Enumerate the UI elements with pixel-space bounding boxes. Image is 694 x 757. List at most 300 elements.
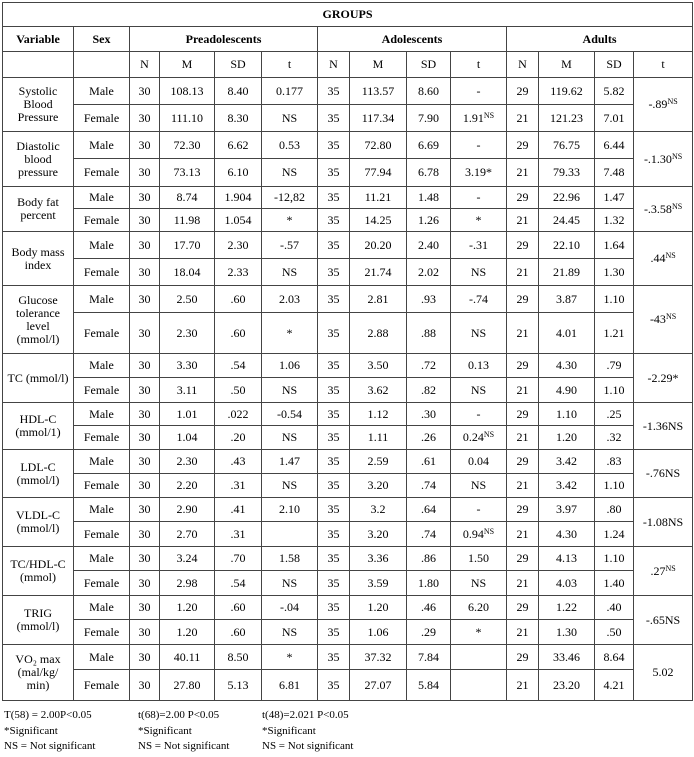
n-cell: 35 xyxy=(318,378,350,403)
mean-cell: 113.57 xyxy=(350,78,407,105)
footnote-preadolescents xyxy=(4,708,95,755)
mean-cell: 27.80 xyxy=(160,670,215,701)
sd-cell: 6.69 xyxy=(407,132,451,159)
sd-cell: 7.48 xyxy=(595,159,634,187)
mean-cell: 72.80 xyxy=(350,132,407,159)
adults-t-cell: $-.3.58^{NS}$ xyxy=(634,187,693,232)
n-cell: 35 xyxy=(318,620,350,645)
n-cell: 30 xyxy=(130,474,160,498)
n-cell: 35 xyxy=(318,571,350,596)
sd-cell: .70 xyxy=(215,547,262,571)
footnote-line: *Significant xyxy=(262,724,316,737)
mean-cell: 3.97 xyxy=(539,498,595,522)
mean-cell: 4.13 xyxy=(539,547,595,571)
sd-cell: 6.62 xyxy=(215,132,262,159)
sd-cell: .25 xyxy=(595,403,634,426)
footnote-line: NS = Not significant xyxy=(4,740,96,752)
mean-cell: 3.24 xyxy=(160,547,215,571)
sd-cell: .29 xyxy=(407,620,451,645)
sd-cell: .74 xyxy=(407,522,451,547)
footnote-line: *Significant xyxy=(138,724,192,737)
t-cell: NS xyxy=(451,259,507,286)
significance-superscript: NS xyxy=(483,110,495,120)
adults-t-cell: $-.89^{NS}$ xyxy=(634,78,693,132)
variable-cell: Glucose tolerance level (mmol/l) xyxy=(3,286,74,354)
mean-cell: 2.81 xyxy=(350,286,407,313)
n-cell: 29 xyxy=(507,498,539,522)
sex-cell: Female xyxy=(74,159,130,187)
n-cell: 21 xyxy=(507,670,539,701)
t-cell: NS xyxy=(262,474,318,498)
sd-cell: 1.26 xyxy=(407,209,451,232)
adults-t-cell: -2.29* xyxy=(634,354,693,403)
n-cell: 29 xyxy=(507,450,539,474)
n-cell: 30 xyxy=(130,286,160,313)
subheader-sd: SD xyxy=(595,52,634,78)
variable-cell: VLDL-C (mmol/l) xyxy=(3,498,74,547)
n-cell: 30 xyxy=(130,498,160,522)
adults-t-cell: $-43^{NS}$ xyxy=(634,286,693,354)
sd-cell: .50 xyxy=(595,620,634,645)
t-cell: * xyxy=(451,620,507,645)
sd-cell: 1.40 xyxy=(595,571,634,596)
n-cell: 29 xyxy=(507,645,539,670)
n-cell: 21 xyxy=(507,259,539,286)
mean-cell: 1.10 xyxy=(539,403,595,426)
sex-cell: Male xyxy=(74,187,130,209)
table-row xyxy=(3,645,693,670)
sd-cell: .83 xyxy=(595,450,634,474)
sd-cell: 2.40 xyxy=(407,232,451,259)
sd-cell: 8.50 xyxy=(215,645,262,670)
mean-cell: 119.62 xyxy=(539,78,595,105)
t-cell xyxy=(262,522,318,547)
sd-cell: 1.10 xyxy=(595,474,634,498)
mean-cell: 3.42 xyxy=(539,474,595,498)
sd-cell: 1.30 xyxy=(595,259,634,286)
n-cell: 21 xyxy=(507,620,539,645)
subheader-m: M xyxy=(350,52,407,78)
sex-cell: Male xyxy=(74,286,130,313)
sd-cell: .32 xyxy=(595,426,634,450)
sd-cell: 1.904 xyxy=(215,187,262,209)
sd-cell: .40 xyxy=(595,596,634,620)
subheader-t: t xyxy=(634,52,693,78)
sex-cell: Female xyxy=(74,426,130,450)
mean-cell: 11.21 xyxy=(350,187,407,209)
sex-cell: Male xyxy=(74,132,130,159)
subheader-m: M xyxy=(539,52,595,78)
t-cell: 3.19* xyxy=(451,159,507,187)
sd-cell: .31 xyxy=(215,474,262,498)
n-cell: 35 xyxy=(318,596,350,620)
sd-cell: .54 xyxy=(215,571,262,596)
mean-cell: 1.20 xyxy=(350,596,407,620)
sd-cell: .88 xyxy=(407,313,451,354)
n-cell: 35 xyxy=(318,450,350,474)
significance-superscript: NS xyxy=(665,312,677,321)
variable-cell: VO₂ max (mal/kg/ min) xyxy=(3,645,74,701)
mean-cell: 3.30 xyxy=(160,354,215,378)
mean-cell: 37.32 xyxy=(350,645,407,670)
n-cell: 35 xyxy=(318,105,350,132)
mean-cell: 3.59 xyxy=(350,571,407,596)
sd-cell: 6.44 xyxy=(595,132,634,159)
t-cell: 0.177 xyxy=(262,78,318,105)
t-cell: NS xyxy=(262,378,318,403)
mean-cell: 1.12 xyxy=(350,403,407,426)
mean-cell: 3.20 xyxy=(350,522,407,547)
sd-cell: .80 xyxy=(595,498,634,522)
variable-cell: Systolic Blood Pressure xyxy=(3,78,74,132)
mean-cell: 73.13 xyxy=(160,159,215,187)
table-row xyxy=(3,522,693,547)
sd-cell: .20 xyxy=(215,426,262,450)
n-cell: 30 xyxy=(130,259,160,286)
footnote-line: NS = Not significant xyxy=(262,740,354,752)
sex-cell: Male xyxy=(74,645,130,670)
footnote-line: t(48)=2.021 P<0.05 xyxy=(262,709,349,721)
n-cell: 35 xyxy=(318,209,350,232)
mean-cell: 24.45 xyxy=(539,209,595,232)
t-cell: - xyxy=(451,78,507,105)
subheader-t: t xyxy=(262,52,318,78)
significance-superscript: NS xyxy=(483,430,495,439)
mean-cell: 21.74 xyxy=(350,259,407,286)
sd-cell: .54 xyxy=(215,354,262,378)
n-cell: 35 xyxy=(318,78,350,105)
sd-cell: 1.24 xyxy=(595,522,634,547)
t-cell: 6.20 xyxy=(451,596,507,620)
sd-cell: 7.01 xyxy=(595,105,634,132)
sd-cell: 8.30 xyxy=(215,105,262,132)
n-cell: 35 xyxy=(318,403,350,426)
sd-cell: 8.40 xyxy=(215,78,262,105)
sd-cell: .74 xyxy=(407,474,451,498)
t-cell: $0.24^{NS}$ xyxy=(451,426,507,450)
t-cell: NS xyxy=(262,571,318,596)
subheader-sd: SD xyxy=(407,52,451,78)
sd-cell: 1.054 xyxy=(215,209,262,232)
sd-cell: 6.10 xyxy=(215,159,262,187)
n-cell: 29 xyxy=(507,232,539,259)
t-cell: NS xyxy=(451,378,507,403)
variable-cell: HDL-C (mmol/1) xyxy=(3,403,74,450)
mean-cell: 3.20 xyxy=(350,474,407,498)
sd-cell: .79 xyxy=(595,354,634,378)
mean-cell: 17.70 xyxy=(160,232,215,259)
mean-cell: 14.25 xyxy=(350,209,407,232)
sex-cell: Male xyxy=(74,498,130,522)
n-cell: 35 xyxy=(318,498,350,522)
mean-cell: 23.20 xyxy=(539,670,595,701)
mean-cell: 1.30 xyxy=(539,620,595,645)
t-cell: NS xyxy=(262,620,318,645)
mean-cell: 2.50 xyxy=(160,286,215,313)
n-cell: 30 xyxy=(130,670,160,701)
n-cell: 35 xyxy=(318,232,350,259)
mean-cell: 2.30 xyxy=(160,313,215,354)
table-row xyxy=(3,132,693,159)
t-cell: 0.13 xyxy=(451,354,507,378)
sd-cell: .41 xyxy=(215,498,262,522)
adults-t-cell: $.27^{NS}$ xyxy=(634,547,693,596)
table-row xyxy=(3,403,693,426)
mean-cell: 4.03 xyxy=(539,571,595,596)
t-cell xyxy=(451,645,507,670)
variable-cell: TC (mmol/l) xyxy=(3,354,74,403)
table-row xyxy=(3,547,693,571)
variable-cell: Body fat percent xyxy=(3,187,74,232)
sex-cell: Male xyxy=(74,547,130,571)
mean-cell: 40.11 xyxy=(160,645,215,670)
t-cell: -0.54 xyxy=(262,403,318,426)
subheader-blank xyxy=(74,52,130,78)
subheader-sd: SD xyxy=(215,52,262,78)
t-cell: NS xyxy=(262,426,318,450)
n-cell: 21 xyxy=(507,105,539,132)
table-row xyxy=(3,286,693,313)
sd-cell: .61 xyxy=(407,450,451,474)
n-cell: 29 xyxy=(507,596,539,620)
mean-cell: 111.10 xyxy=(160,105,215,132)
n-cell: 35 xyxy=(318,547,350,571)
t-cell: - xyxy=(451,187,507,209)
mean-cell: 1.01 xyxy=(160,403,215,426)
mean-cell: 2.90 xyxy=(160,498,215,522)
mean-cell: 77.94 xyxy=(350,159,407,187)
table-row xyxy=(3,498,693,522)
mean-cell: 4.30 xyxy=(539,354,595,378)
n-cell: 29 xyxy=(507,187,539,209)
mean-cell: 33.46 xyxy=(539,645,595,670)
n-cell: 21 xyxy=(507,209,539,232)
n-cell: 30 xyxy=(130,450,160,474)
sd-cell: .93 xyxy=(407,286,451,313)
mean-cell: 121.23 xyxy=(539,105,595,132)
table-row xyxy=(3,159,693,187)
footnote-line: t(68)=2.00 P<0.05 xyxy=(138,709,220,721)
sex-cell: Male xyxy=(74,232,130,259)
table-row xyxy=(3,187,693,209)
n-cell: 30 xyxy=(130,596,160,620)
t-cell: 6.81 xyxy=(262,670,318,701)
sd-cell: 5.82 xyxy=(595,78,634,105)
sd-cell: 2.33 xyxy=(215,259,262,286)
footnote-adults xyxy=(262,708,353,755)
sex-cell: Female xyxy=(74,313,130,354)
sd-cell: .60 xyxy=(215,596,262,620)
n-cell: 30 xyxy=(130,232,160,259)
adults-t-cell: $-.1.30^{NS}$ xyxy=(634,132,693,187)
n-cell: 35 xyxy=(318,670,350,701)
table-row xyxy=(3,209,693,232)
mean-cell: 3.62 xyxy=(350,378,407,403)
n-cell: 30 xyxy=(130,187,160,209)
t-cell: NS xyxy=(451,474,507,498)
mean-cell: 117.34 xyxy=(350,105,407,132)
n-cell: 35 xyxy=(318,187,350,209)
sd-cell: .26 xyxy=(407,426,451,450)
table-row xyxy=(3,450,693,474)
n-cell: 35 xyxy=(318,313,350,354)
variable-cell: Diastolic blood pressure xyxy=(3,132,74,187)
mean-cell: 3.11 xyxy=(160,378,215,403)
n-cell: 29 xyxy=(507,547,539,571)
sex-cell: Female xyxy=(74,209,130,232)
t-cell: -.57 xyxy=(262,232,318,259)
sd-cell: .30 xyxy=(407,403,451,426)
mean-cell: 3.50 xyxy=(350,354,407,378)
t-cell: -.04 xyxy=(262,596,318,620)
n-cell: 30 xyxy=(130,645,160,670)
footnote-adolescents xyxy=(138,708,229,755)
mean-cell: 79.33 xyxy=(539,159,595,187)
t-cell: -.74 xyxy=(451,286,507,313)
mean-cell: 1.04 xyxy=(160,426,215,450)
sd-cell: 8.64 xyxy=(595,645,634,670)
t-cell: - xyxy=(451,403,507,426)
variable-cell: TC/HDL-C (mmol) xyxy=(3,547,74,596)
t-cell: 1.50 xyxy=(451,547,507,571)
n-cell: 30 xyxy=(130,159,160,187)
n-cell: 29 xyxy=(507,78,539,105)
mean-cell: 2.88 xyxy=(350,313,407,354)
t-cell: 1.47 xyxy=(262,450,318,474)
t-cell: -.31 xyxy=(451,232,507,259)
header-adults: Adults xyxy=(507,27,693,52)
t-cell: 1.58 xyxy=(262,547,318,571)
mean-cell: 2.20 xyxy=(160,474,215,498)
sd-cell: 1.10 xyxy=(595,286,634,313)
t-cell: NS xyxy=(451,571,507,596)
mean-cell: 3.2 xyxy=(350,498,407,522)
t-cell: - xyxy=(451,498,507,522)
table-row xyxy=(3,259,693,286)
n-cell: 29 xyxy=(507,403,539,426)
table-row xyxy=(3,313,693,354)
t-cell: 2.10 xyxy=(262,498,318,522)
mean-cell: 3.42 xyxy=(539,450,595,474)
sd-cell: .72 xyxy=(407,354,451,378)
subheader-n: N xyxy=(507,52,539,78)
n-cell: 30 xyxy=(130,78,160,105)
table-row xyxy=(3,596,693,620)
n-cell: 21 xyxy=(507,313,539,354)
t-cell: 2.03 xyxy=(262,286,318,313)
t-cell: 0.04 xyxy=(451,450,507,474)
t-cell: NS xyxy=(262,159,318,187)
n-cell: 29 xyxy=(507,132,539,159)
mean-cell: 1.22 xyxy=(539,596,595,620)
sd-cell: .82 xyxy=(407,378,451,403)
sd-cell: 1.10 xyxy=(595,547,634,571)
adults-t-cell: -1.36NS xyxy=(634,403,693,450)
n-cell: 30 xyxy=(130,209,160,232)
t-cell: - xyxy=(451,132,507,159)
n-cell: 35 xyxy=(318,286,350,313)
footnote-line: T(58) = 2.00P<0.05 xyxy=(4,709,92,721)
n-cell: 30 xyxy=(130,403,160,426)
table-row xyxy=(3,426,693,450)
sd-cell: .43 xyxy=(215,450,262,474)
n-cell: 35 xyxy=(318,259,350,286)
adults-t-cell: 5.02 xyxy=(634,645,693,701)
n-cell: 21 xyxy=(507,426,539,450)
footnote-line: *Significant xyxy=(4,724,58,737)
sd-cell: 5.13 xyxy=(215,670,262,701)
table-row xyxy=(3,354,693,378)
sd-cell: 1.10 xyxy=(595,378,634,403)
t-cell xyxy=(451,670,507,701)
sex-cell: Male xyxy=(74,596,130,620)
significance-superscript: NS xyxy=(671,201,683,211)
sd-cell: .31 xyxy=(215,522,262,547)
mean-cell: 18.04 xyxy=(160,259,215,286)
header-variable: Variable xyxy=(3,27,74,52)
sex-cell: Male xyxy=(74,78,130,105)
t-cell: * xyxy=(262,313,318,354)
n-cell: 21 xyxy=(507,474,539,498)
mean-cell: 2.30 xyxy=(160,450,215,474)
n-cell: 35 xyxy=(318,474,350,498)
n-cell: 30 xyxy=(130,547,160,571)
significance-superscript: NS xyxy=(665,251,676,260)
sd-cell: 1.48 xyxy=(407,187,451,209)
sd-cell: 7.90 xyxy=(407,105,451,132)
significance-superscript: NS xyxy=(667,97,678,106)
t-cell: * xyxy=(451,209,507,232)
n-cell: 35 xyxy=(318,159,350,187)
table-row xyxy=(3,78,693,105)
sd-cell: .60 xyxy=(215,313,262,354)
n-cell: 30 xyxy=(130,105,160,132)
t-cell: * xyxy=(262,209,318,232)
mean-cell: 22.10 xyxy=(539,232,595,259)
n-cell: 30 xyxy=(130,132,160,159)
t-cell: -12,82 xyxy=(262,187,318,209)
mean-cell: 2.59 xyxy=(350,450,407,474)
t-cell: NS xyxy=(262,259,318,286)
header-sex: Sex xyxy=(74,27,130,52)
subheader-n: N xyxy=(318,52,350,78)
t-cell: 1.06 xyxy=(262,354,318,378)
header-preadolescents: Preadolescents xyxy=(130,27,318,52)
n-cell: 35 xyxy=(318,645,350,670)
variable-cell: TRIG (mmol/l) xyxy=(3,596,74,645)
sd-cell: 5.84 xyxy=(407,670,451,701)
mean-cell: 4.30 xyxy=(539,522,595,547)
n-cell: 29 xyxy=(507,286,539,313)
sd-cell: 1.32 xyxy=(595,209,634,232)
footnote-line: NS = Not significant xyxy=(138,740,230,752)
t-cell: * xyxy=(262,645,318,670)
sd-cell: 2.02 xyxy=(407,259,451,286)
adults-t-cell: $.44^{NS}$ xyxy=(634,232,693,286)
significance-superscript: NS xyxy=(671,151,683,161)
n-cell: 30 xyxy=(130,620,160,645)
n-cell: 30 xyxy=(130,313,160,354)
mean-cell: 11.98 xyxy=(160,209,215,232)
sd-cell: 2.30 xyxy=(215,232,262,259)
n-cell: 30 xyxy=(130,426,160,450)
sd-cell: 8.60 xyxy=(407,78,451,105)
results-table xyxy=(2,2,693,701)
sd-cell: .60 xyxy=(215,620,262,645)
t-cell: $1.91^{NS}$ xyxy=(451,105,507,132)
sex-cell: Female xyxy=(74,378,130,403)
sex-cell: Male xyxy=(74,354,130,378)
